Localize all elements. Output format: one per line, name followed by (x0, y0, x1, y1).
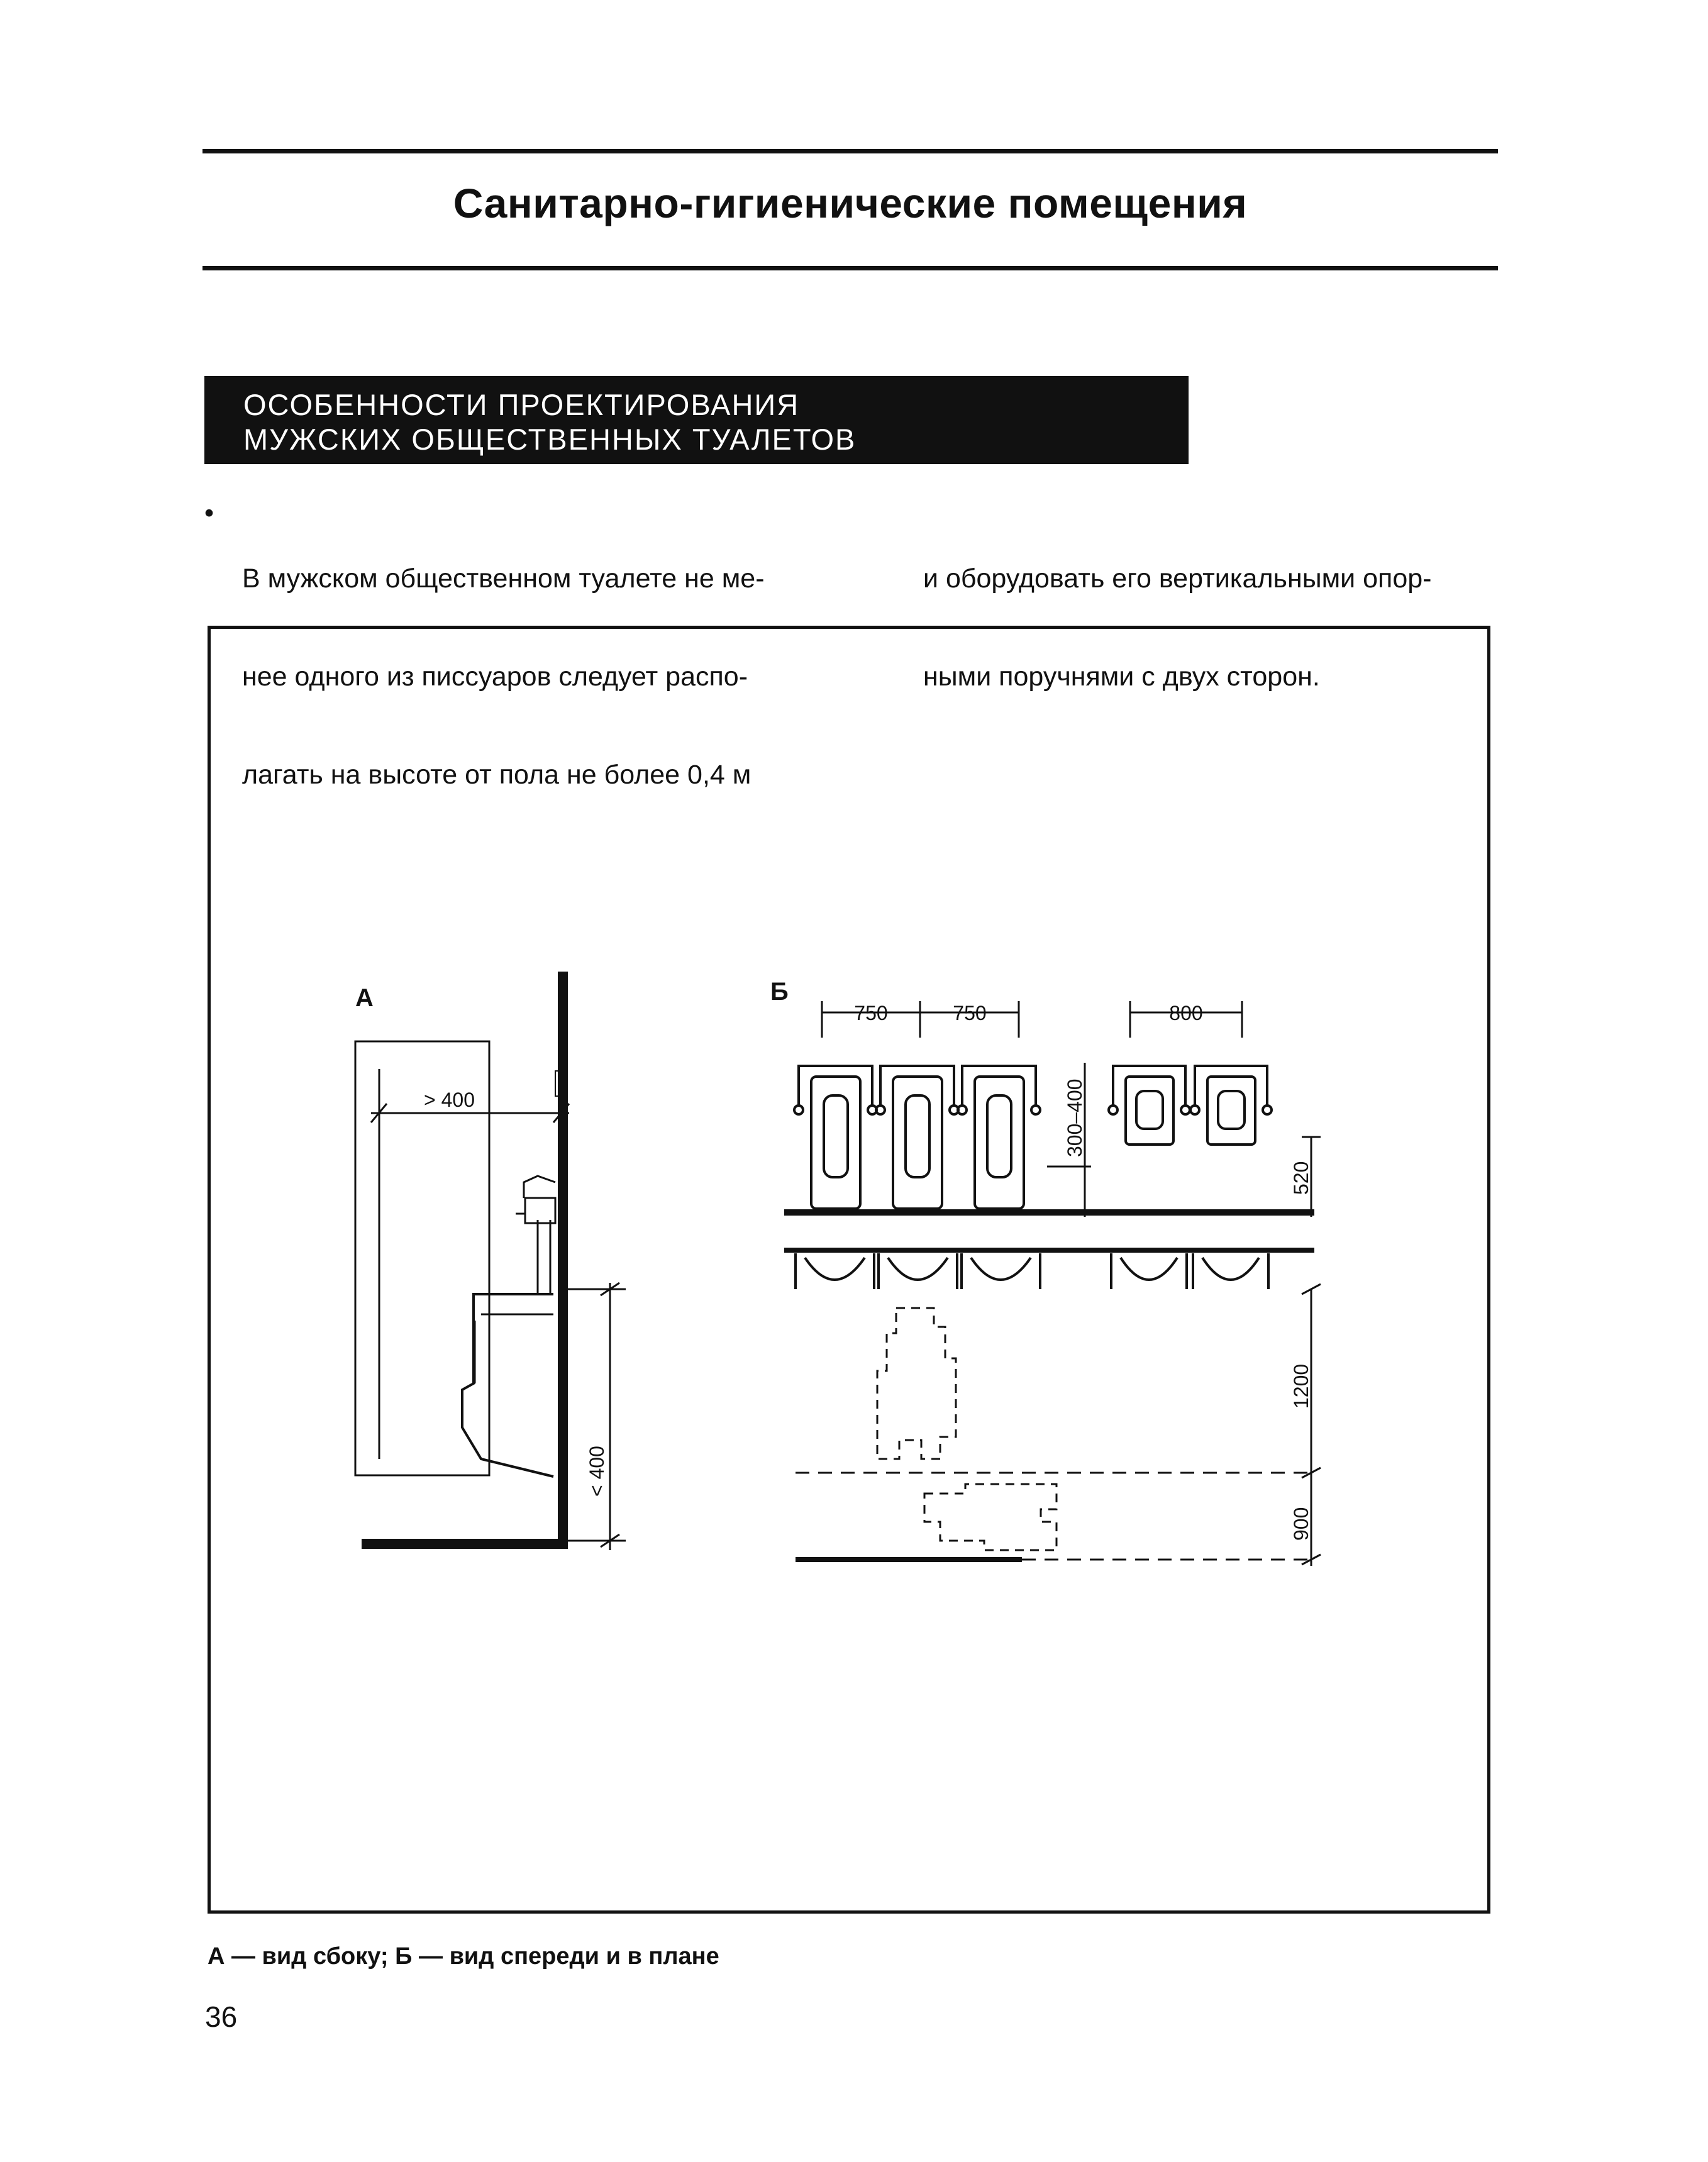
section-heading (204, 376, 1189, 464)
body-line: ными поручнями с двух сторон. (923, 662, 1320, 692)
body-column-left (204, 497, 846, 790)
urinal-plan (879, 1253, 957, 1289)
body-line: и оборудовать его вертикальными опор- (923, 563, 1432, 594)
urinal-plan (1193, 1253, 1268, 1289)
section-heading-line-2: МУЖСКИХ ОБЩЕСТВЕННЫХ ТУАЛЕТОВ (243, 423, 857, 456)
dim-label-spacing-3: 800 (1169, 1002, 1203, 1024)
figure-frame (208, 626, 1490, 1914)
body-line: нее одного из писсуаров следует распо- (242, 662, 748, 692)
section-heading-line-1: ОСОБЕННОСТИ ПРОЕКТИРОВАНИЯ (243, 388, 800, 421)
body-line: В мужском общественном туалете не ме- (242, 563, 765, 594)
figure-caption: А — вид сбоку; Б — вид спереди и в плане (208, 1943, 719, 1970)
label-view-a: А (355, 984, 374, 1012)
urinal-front (958, 1066, 1040, 1209)
urinal-drawing (211, 629, 1487, 1910)
page-title: Санитарно-гигиенические помещения (453, 180, 1248, 226)
dim-label-rim-low: 520 (1290, 1161, 1312, 1195)
urinal-front (876, 1066, 958, 1209)
dim-label-rim-range: 300–400 (1063, 1078, 1086, 1157)
bullet-marker: • (204, 498, 214, 528)
plan-view-drawing (784, 1250, 1321, 1566)
wall-urinal-front (1190, 1066, 1272, 1145)
page-number: 36 (205, 2000, 238, 2033)
dim-label-clearance: > 400 (424, 1089, 475, 1111)
wall-urinal-front (1109, 1066, 1190, 1145)
dim-label-spacing-1: 750 (854, 1002, 888, 1024)
urinal-front (794, 1066, 877, 1209)
person-standing-outline (877, 1308, 956, 1459)
dim-label-spacing-2: 750 (953, 1002, 987, 1024)
top-rule (202, 149, 1498, 153)
body-line: лагать на высоте от пола не более 0,4 м (242, 760, 751, 790)
urinal-plan (962, 1253, 1040, 1289)
urinal-profile (462, 1294, 553, 1477)
urinal-plan (796, 1253, 874, 1289)
label-view-b: Б (770, 978, 789, 1006)
wheelchair-outline (924, 1484, 1056, 1550)
header-bottom-rule (202, 266, 1498, 270)
dim-label-height: < 400 (585, 1446, 608, 1497)
urinal-plan (1111, 1253, 1187, 1289)
dim-label-plan-depth-2: 900 (1290, 1507, 1312, 1541)
front-view-drawing (784, 1001, 1321, 1217)
dim-label-plan-depth-1: 1200 (1290, 1363, 1312, 1409)
